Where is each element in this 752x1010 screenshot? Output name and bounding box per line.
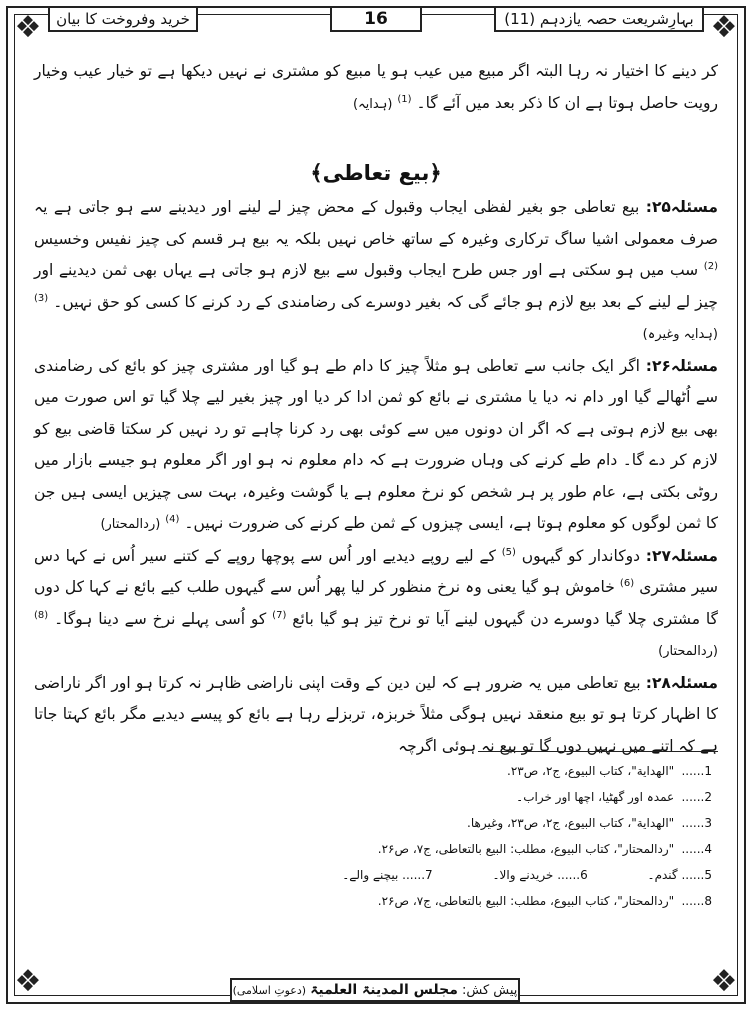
masala-label: مسئلہ۲۶: [645,356,718,375]
masala-paragraph [34,668,718,763]
intro-line2: ذکر بعد میں آئے گا۔ [416,93,543,112]
footnote-number: 2...... [681,790,712,804]
footnote-group [342,862,432,888]
masala-text: دوکاندار کو گیہوں [521,546,640,565]
footnotes [40,758,712,914]
footnote-text: بیچنے والے۔ [342,868,399,882]
footnote-item [40,888,712,914]
masala-text: کو اُسی پہلے نرخ سے دینا ہوگا۔ [54,609,267,628]
footnote-marker[interactable]: (6) [619,577,635,589]
page-footer [230,978,520,1002]
reference: (ہدایہ) [352,96,393,112]
main-text [34,56,718,762]
ornament-corner-icon: ❖ [14,10,42,45]
reference: (ردالمحتار) [658,644,718,659]
masala-text: سب میں ہو سکتی ہے اور جس طرح ایجاب وقبول سے بیع لازم ہو جاتی ہے یہاں بھی ثمن دیدینے اور چیز لے لینے کے بعد بیع لازم ہو جائے گی کہ بغیر دوسرے کی رضامندی کے رد کرنے کا کسی کو حق نہیں۔ [34,261,718,311]
footnote-item [40,758,712,784]
footnote-item [40,810,712,836]
publisher-name: مجلس المدینۃ العلمیۃ [310,982,458,998]
footer-prefix: پیش کش: [462,983,518,998]
masala-paragraph [34,541,718,668]
publisher-subtitle: (دعوتِ اسلامی) [232,984,307,997]
book-title: بہارِشریعت حصہ یازدہم (11) [494,6,704,32]
masala-label: مسئلہ۲۷: [645,546,719,565]
ornament-corner-icon: ❖ [14,964,42,999]
page-number: 16 [330,6,422,32]
section-title: ﴿بیع تعاطی﴾ [310,161,442,185]
reference: (ہدایہ وغیرہ) [642,327,718,342]
footnote-marker[interactable]: (5) [501,546,516,558]
footnote-number: 8...... [681,894,712,908]
footnote-number: 7...... [402,868,433,882]
footnote-text: خریدنے والا۔ [492,868,554,882]
footnote-number: 6...... [557,868,588,882]
intro-paragraph [34,56,718,120]
footnote-text: "ردالمحتار"، كتاب البيوع، مطلب: البيع بالتعاطى، ج۷، ص۲۶. [377,842,675,856]
masala-label: مسئلہ۲۸: [645,673,718,692]
footnote-item [40,862,712,888]
masala-text: اگر ایک جانب سے تعاطی ہو مثلاً چیز کا دام طے ہو گیا اور مشتری چیز کو بائع کی رضامندی سے اُٹھالے گیا اور دام نہ دیا یا مشتری نے بائع کو ثمن ادا کر دیا اور چیز بغیر لیے چلا گیا تو اس صورت میں بھی بیع لازم ہوتی ہے کہ اگر ان دونوں میں سے کوئی بھی رد کرنا چاہے تو رد نہیں کر سکتا قاضی بیع کو لازم کر دے گا۔ دام طے کرنے کی وہاں ضرورت ہے کہ دام معلوم نہ ہو اور اگر معلوم ہو جیسے بازار میں روٹی بکتی ہے، عام طور پر ہر شخص کو نرخ معلوم ہے یا گوشت وغیرہ، بہت سی چیزیں ایسی ہیں جن کا ثمن لوگوں کو معلوم ہوتا ہے، ایسی چیزوں کے ثمن طے کرنے کی ضرورت نہیں۔ [34,356,718,532]
masala-text: بیع تعاطی جو بغیر لفظی ایجاب وقبول کے محض چیز لے لینے اور دیدینے سے ہو جاتی ہے یہ صرف معمولی اشیا ساگ ترکاری وغیرہ کے ساتھ خاص نہیں بلکہ یہ بیع ہر قسم کی چیز نفیس وخسیس [34,198,718,248]
footnote-marker[interactable]: (3) [34,292,49,304]
footnote-group [648,862,712,888]
reference: (ردالمحتار) [100,517,161,532]
footnote-text: "ردالمحتار"، كتاب البيوع، مطلب: البيع بالتعاطى، ج۷، ص۲۶. [377,894,675,908]
footnote-number: 1...... [681,764,712,778]
ornament-corner-icon: ❖ [710,10,738,45]
footnote-marker[interactable]: (8) [34,609,49,621]
ornament-corner-icon: ❖ [710,964,738,999]
footnote-text: "الهداية"، كتاب البيوع، ج۲، ص۲۳. [507,764,675,778]
masala-text: کے لیے روپے دیدیے اور اُس سے پوچھا روپے کے کتنے سیر اُس نے کہا دس سیر مشتری [34,546,718,596]
masala-text: خاموش ہو گیا یعنی وہ نرخ منظور کر لیا پھر اُس سے گیہوں طلب کیے بائع نے کہا کل دوں گا مشتری چلا گیا دوسرے دن گیہوں لینے آیا تو نرخ تیز ہو گیا بائع [34,578,719,628]
footnote-number: 4...... [681,842,712,856]
intro-line1: کر دینے کا اختیار نہ رہا البتہ اگر مبیع میں عیب ہو یا مبیع کو مشتری نے نہیں دیکھا ہے تو خیار عیب وخیار رویت حاصل ہوتا ہے ان کا [34,62,718,112]
footnote-text: گندم۔ [647,868,678,882]
masala-paragraph [34,351,718,541]
masala-paragraph [34,192,718,351]
masala-label: مسئلہ۲۵: [645,198,718,216]
footnote-text: "الهداية"، كتاب البيوع، ج۲، ص۲۳، وغيرها. [467,816,675,830]
footnote-number: 5...... [681,868,712,882]
footnote-marker[interactable]: (2) [703,260,718,272]
footnote-number: 3...... [681,816,712,830]
page-header [40,4,712,36]
footnote-text: عمدہ اور گھٹیا، اچھا اور خراب۔ [516,790,675,804]
masala-text: بیع تعاطی میں یہ ضرور ہے کہ لین دین کے وقت اپنی ناراضی ظاہر نہ کرتا ہو اور اگر ناراضی کا اظہار کرتا ہو تو بیع منعقد نہیں ہوگی مثلاً خربزہ، تربزلے رہا ہے بائع کو پیسے دیدیے مگر بائع کہتا جاتا ہے کہ اتنے میں نہیں دوں گا تو بیع نہ ہوئی اگرچہ [34,673,718,755]
footnote-group [492,862,587,888]
footnote-marker[interactable]: (7) [272,609,287,621]
footnote-marker[interactable]: (4) [165,513,180,525]
chapter-title: خرید وفروخت کا بیان [48,6,198,32]
footnote-item [40,784,712,810]
footnote-marker[interactable]: (1) [397,93,412,105]
footnote-divider [478,751,718,752]
footnote-item [40,836,712,862]
